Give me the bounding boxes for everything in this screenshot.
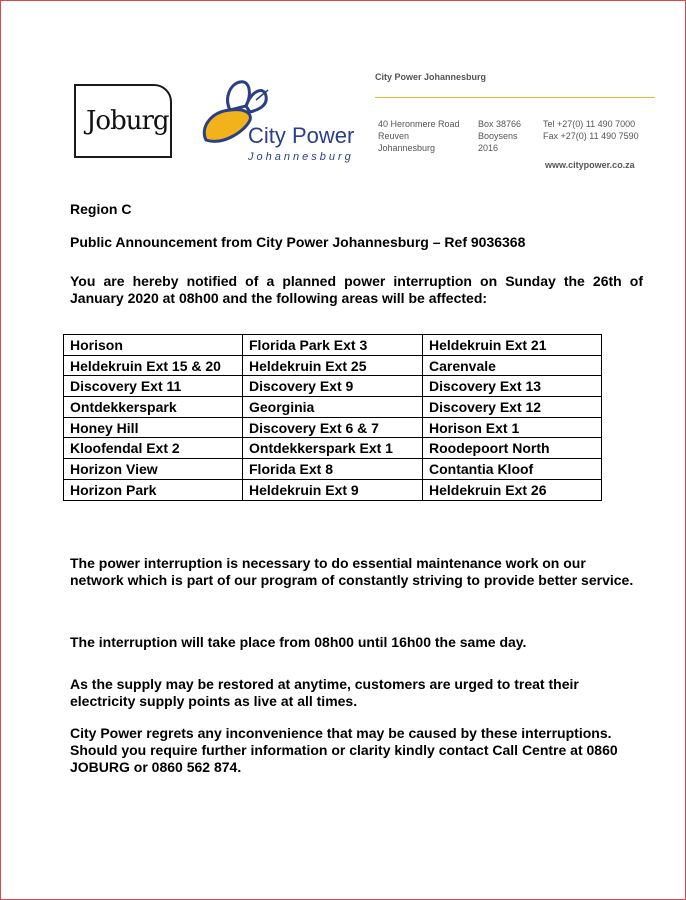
table-row [64,397,602,418]
area-cell: Florida Ext 8 [243,459,423,480]
address-column-postal [478,118,521,154]
interruption-notice: You are hereby notified of a planned power interruption on Sunday the 26th of January 2020 at 08h00 and the following areas will be affected: [70,273,643,306]
joburg-logo [74,84,172,158]
area-cell: Honey Hill [64,417,243,438]
region-heading: Region C [70,201,132,217]
maintenance-paragraph: The power interruption is necessary to do essential maintenance work on our network which is part of our program of constantly striving to provide better service. [70,555,634,588]
joburg-logo-text: Joburg [86,106,169,136]
table-row [64,438,602,459]
area-cell: Horizon View [64,459,243,480]
fax-number: Fax +27(0) 11 490 7590 [543,131,639,141]
table-row [64,355,602,376]
address-line: 2016 [478,143,499,153]
announcement-title: Public Announcement from City Power Johannesburg – Ref 9036368 [70,234,526,250]
table-row [64,335,602,356]
area-cell: Ontdekkerspark [64,397,243,418]
duration-paragraph: The interruption will take place from 08h00 until 16h00 the same day. [70,634,527,650]
safety-paragraph: As the supply may be restored at anytime, customers are urged to treat their electricity supply points as live at all times. [70,676,579,709]
company-name: City Power Johannesburg [375,72,487,82]
city-power-logo-city: Johannesburg [248,151,354,163]
phone-number: Tel +27(0) 11 490 7000 [543,119,636,129]
area-cell: Heldekruin Ext 25 [243,355,423,376]
area-cell: Horison [64,335,243,356]
area-cell: Discovery Ext 9 [243,376,423,397]
area-cell: Heldekruin Ext 26 [423,479,602,500]
area-cell: Contantia Kloof [423,459,602,480]
address-line: Booysens [478,131,518,141]
header-divider [375,97,655,98]
website-link[interactable]: www.citypower.co.za [545,160,635,170]
area-cell: Horison Ext 1 [423,417,602,438]
area-cell: Discovery Ext 12 [423,397,602,418]
area-cell: Horizon Park [64,479,243,500]
address-line: Reuven [378,131,410,141]
table-row [64,459,602,480]
table-row [64,417,602,438]
affected-areas-table [63,334,602,501]
area-cell: Florida Park Ext 3 [243,335,423,356]
city-power-logo [196,76,364,168]
address-line: Box 38766 [478,119,522,129]
area-cell: Discovery Ext 11 [64,376,243,397]
address-line: 40 Heronmere Road [378,119,460,129]
area-cell: Heldekruin Ext 21 [423,335,602,356]
city-power-logo-name: City Power [248,123,355,148]
area-cell: Kloofendal Ext 2 [64,438,243,459]
contact-paragraph: City Power regrets any inconvenience that may be caused by these interruptions. Should you require further information or clarity kindly contact Call Centre at 0860 JOBURG or 0860 562 874. [70,725,618,775]
table-row [64,376,602,397]
area-cell: Georginia [243,397,423,418]
address-line: Johannesburg [378,143,436,153]
area-cell: Discovery Ext 6 & 7 [243,417,423,438]
area-cell: Carenvale [423,355,602,376]
area-cell: Discovery Ext 13 [423,376,602,397]
address-column-street [378,118,460,154]
area-cell: Heldekruin Ext 9 [243,479,423,500]
table-row [64,479,602,500]
area-cell: Heldekruin Ext 15 & 20 [64,355,243,376]
area-cell: Ontdekkerspark Ext 1 [243,438,423,459]
area-cell: Roodepoort North [423,438,602,459]
address-column-contact [543,118,639,142]
